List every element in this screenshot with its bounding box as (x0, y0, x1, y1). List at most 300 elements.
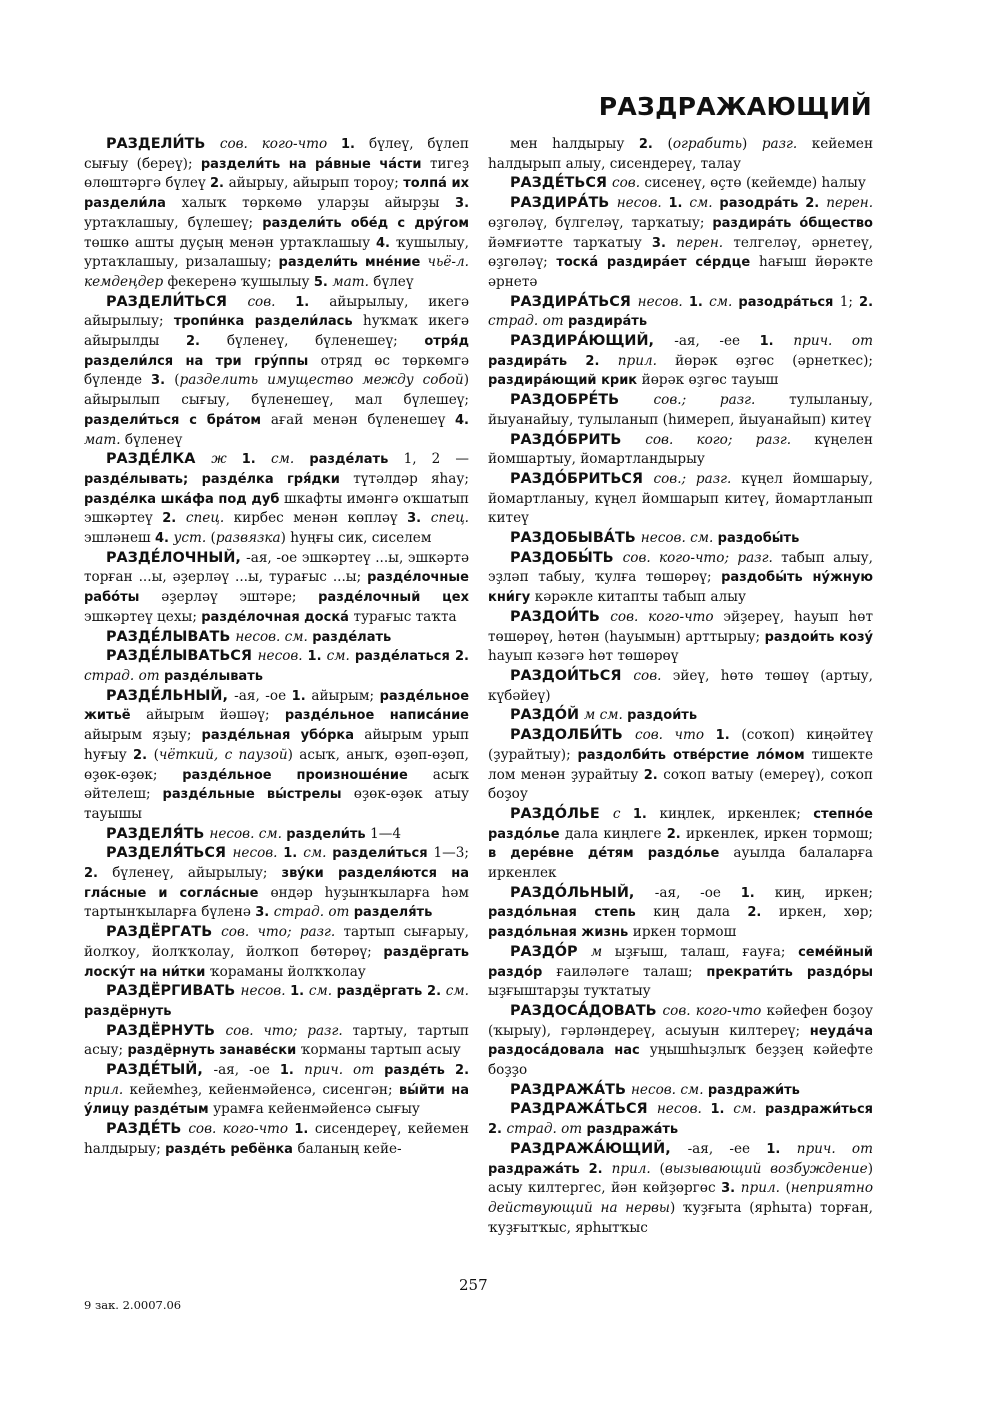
text-run: кейемен һалдырып алыу, сисендереү, талау (488, 136, 874, 172)
text-run: тартыу, тартып асыу; (84, 1022, 469, 1059)
bold-phrase: раздёрнуть занаве́ски (127, 1043, 301, 1059)
bold-phrase: разде́лывать (163, 668, 263, 684)
text-run: ) ҡуҙғыта (ярһыта) торған, ҡуҙғытҡыс, ярһытҡыс (488, 1199, 873, 1236)
bold-phrase: 1. (632, 806, 660, 822)
bold-phrase: разде́льное житьё (84, 688, 470, 724)
headword: РАЗДЁРГАТЬ (106, 924, 222, 941)
text-run: айырыу, айырып тороу; (228, 175, 404, 192)
headword: РАЗДЕ́ЛЫВАТЬ (106, 628, 236, 645)
italic-label: сов. (633, 667, 673, 684)
text-run: мен һалдырыу (510, 136, 639, 152)
bold-phrase: разде́ть 2. (384, 1063, 470, 1079)
text-run: ауылда балаларға иркенлек (488, 845, 873, 882)
bold-phrase: 2. (747, 905, 779, 921)
italic-label: см. (733, 1101, 765, 1118)
bold-phrase: 1. (241, 452, 272, 468)
text-run: бүлеү (373, 273, 414, 290)
italic-label: уст. (173, 530, 211, 547)
text-run: бүленеү (124, 431, 183, 448)
bold-phrase: 1. (688, 294, 710, 310)
headword: РАЗДЕ́ТЬСЯ (510, 175, 612, 192)
text-run: ағай менән бүленешеү (270, 411, 456, 428)
bold-phrase: 3. (651, 235, 677, 251)
dictionary-entry (488, 726, 873, 805)
text-run: ) асыу килтергес, йән көйҙөргөс (488, 1160, 873, 1197)
italic-label: см. (689, 195, 720, 212)
headword: РАЗДРАЖА́ТЬСЯ (510, 1101, 657, 1118)
dictionary-entry (488, 1081, 873, 1101)
text-run: ) асыҡ, аныҡ, өҙөп-өҙөп, өҙөк-өҙөк; (84, 746, 470, 783)
italic-label: несов. (240, 983, 291, 1000)
text-run: һуҡмаҡ икегә айырылды (84, 313, 470, 350)
italic-label: прич. от (796, 1140, 873, 1157)
text-run: айырым урып һуғыу (84, 727, 470, 763)
text-run: 1, 2 — (403, 451, 469, 468)
bold-phrase: 2. (859, 294, 874, 310)
italic-label: мат. (84, 431, 125, 448)
italic-label: см. (303, 845, 333, 862)
headword: РАЗДИРА́ТЬ (510, 195, 617, 212)
bold-phrase: 2. (84, 866, 113, 882)
dictionary-entry (488, 549, 873, 608)
text-run: айырым яҙыу; (84, 727, 202, 744)
italic-label: сов.; разг. (653, 470, 742, 487)
bold-phrase: разде́ть ребёнка (165, 1141, 298, 1157)
italic-label: развязка (215, 530, 281, 547)
headword: РАЗДОБРЕ́ТЬ (510, 392, 654, 409)
bold-phrase: раздели́ть на ра́вные ча́сти (200, 156, 430, 172)
italic-label: перен. (676, 234, 734, 251)
text-run: -ая, -ее (674, 333, 760, 350)
bold-phrase: разде́лочные рабо́ты (84, 570, 469, 606)
dictionary-entry (84, 1022, 469, 1061)
italic-label: страд. от (506, 1121, 587, 1138)
text-run: иркен, хөр; (778, 904, 873, 921)
text-run: киң, иркен; (774, 884, 874, 901)
bold-phrase: разделя́ть (353, 905, 433, 921)
bold-phrase: 1. (710, 1102, 734, 1118)
italic-label: см. (308, 983, 337, 1000)
headword: РАЗДОБЫ́ТЬ (510, 549, 623, 566)
bold-phrase: разодра́ться (738, 294, 840, 310)
right-column (488, 135, 873, 1238)
headword: РАЗДО́Р (510, 943, 591, 960)
text-run: кирбес менән көпләү (233, 510, 408, 527)
text-run: соҡоп ватыу (емереү), соҡоп боҙоу (488, 766, 873, 803)
dictionary-entry (488, 943, 873, 1002)
text-run: төшкө ашты дуҫың менән уртаҡлашыу (84, 234, 376, 251)
headword: РАЗДЁРНУТЬ (106, 1022, 226, 1039)
text-run: айырым йәшәү; (146, 707, 285, 724)
bold-phrase: 1. (295, 294, 330, 310)
text-run: ыҙғыш, талаш, ғауға; (614, 943, 799, 960)
bold-phrase: тропи́нка раздели́лась (173, 314, 364, 330)
text-run: -ая, -ое (234, 687, 292, 704)
bold-phrase: вы́йти на у́лицу разде́тым (84, 1082, 469, 1118)
bold-phrase: семе́йный раздо́р (488, 944, 873, 980)
text-run: -ая, -ое эшкәртеү ...ы, эшкәртә торған ...ы, әҙерләү ...ы, турағыс ...ы; (84, 549, 469, 586)
bold-phrase: неуда́ча раздоса́довала нас (488, 1023, 873, 1059)
italic-label: сов. (612, 175, 645, 192)
bold-phrase: 1. (740, 885, 775, 901)
dictionary-entry (488, 1100, 873, 1139)
text-run: ( (210, 530, 216, 547)
text-run: йәмғиәтте тарҡатыу (488, 234, 652, 251)
dictionary-entry (84, 825, 469, 845)
headword: РАЗДЕ́ТЫЙ, (106, 1062, 214, 1079)
text-run: айырым; (311, 687, 380, 704)
bold-phrase: разде́латься 2. (354, 649, 469, 665)
italic-label: несов. см. (235, 628, 313, 645)
italic-label: м см. (584, 707, 628, 724)
bold-phrase: раздели́ться (332, 846, 434, 862)
text-run: эшкәртеү цехы; (84, 608, 202, 625)
text-run: өндәр һуҙынҡыларға һәм тартынҡыларға бүленә (84, 884, 469, 921)
italic-label: прил. (740, 1180, 786, 1197)
text-run: айырылыу, икегә айырылыу; (84, 293, 469, 330)
bold-phrase: 2. (162, 511, 186, 527)
italic-label: сов. (247, 293, 296, 310)
bold-phrase: степно́е раздо́лье (488, 806, 874, 842)
text-run: ҡорманы тартып асыу (300, 1042, 461, 1059)
dictionary-entry (84, 687, 469, 825)
text-run: бүленеү, бүленешеү; (226, 333, 425, 350)
dictionary-entry (488, 667, 873, 706)
bold-phrase: прекрати́ть раздо́ры (706, 964, 873, 980)
text-run: ) (742, 136, 762, 152)
dictionary-entry (488, 608, 873, 667)
bold-phrase: 1. (283, 846, 304, 862)
bold-phrase: раздража́ть 2. (488, 1161, 612, 1177)
bold-phrase: 1. (715, 728, 742, 744)
italic-label: несов. (616, 195, 669, 212)
text-run: халыҡ төркөмө уларҙы айырҙы (181, 195, 456, 212)
bold-phrase: разде́лочный цех (318, 590, 469, 606)
dictionary-entry (488, 706, 873, 726)
bold-phrase: 1. (294, 1122, 315, 1138)
text-run: сисенеү, өҫтө (кейемде) һалыу (644, 175, 866, 192)
italic-label: страд. от (273, 904, 354, 921)
bold-phrase: 2. (133, 747, 154, 763)
text-run: күңелен йомшартыу, йомартландырыу (488, 431, 873, 468)
bold-phrase: разде́льное написа́ние (284, 708, 469, 724)
text-run: һағыш йөрәкте әрнетә (488, 254, 874, 290)
dictionary-entry (84, 549, 469, 628)
text-run: тартып сығарыу, йолҡоу, йолҡҡолау, йолҡоп бөтөрөү; (84, 924, 470, 960)
headword: РАЗДРАЖА́ТЬ (510, 1081, 631, 1098)
bold-phrase: раздели́ть обе́д с дру́гом (262, 215, 469, 231)
italic-label: вызывающий возбуждение (664, 1160, 868, 1177)
text-run: иркен тормош (632, 924, 737, 941)
bold-phrase: раздо́льная жизнь (488, 925, 633, 941)
text-run: әҙерләү эштәре; (161, 589, 319, 606)
text-run: эйеү, һөтө төшөү (артыу, күбәйеү) (488, 667, 873, 704)
italic-label: прич. от (304, 1062, 385, 1079)
headword: РАЗДЁРГИВАТЬ (106, 983, 241, 1000)
bold-phrase: 2. (185, 334, 227, 350)
text-run: кәйефен боҙоу (ҡырыу), гәрләндереү, асыуын килтереү; (488, 1002, 874, 1039)
text-run: -ая, -ее (687, 1140, 767, 1157)
text-run: ( (785, 1180, 791, 1197)
text-run: киң дала (653, 904, 748, 921)
text-run: ( (153, 746, 159, 763)
printer-sheet-mark: 9 зак. 2.0007.06 (84, 1298, 182, 1312)
italic-label: неприятно действующий на нервы (488, 1180, 874, 1216)
text-run: һауып кәзәгә һөт төшөрөү (488, 648, 679, 665)
headword: РАЗДЕЛЯ́ТЬ (106, 825, 210, 842)
dictionary-entry (488, 1002, 873, 1081)
dictionary-entry (84, 844, 469, 923)
text-run: табып алыу, эҙләп табыу, ҡулға төшөрөү; (488, 549, 873, 586)
bold-phrase: 2. (643, 767, 664, 783)
bold-phrase: 5. (313, 274, 333, 290)
bold-phrase: 1. (766, 1141, 797, 1157)
text-run: ҡораманы йолҡҡолау (209, 963, 366, 980)
dictionary-entry (488, 135, 873, 174)
headword: РАЗДЕЛИ́ТЬ (106, 136, 220, 152)
bold-phrase: раздобы́ть ну́жную кни́гу (488, 570, 873, 606)
italic-label: сов. что; разг. (225, 1022, 353, 1039)
bold-phrase: толпа́ их раздели́ла (84, 176, 469, 212)
italic-label: сов. кого; разг. (645, 431, 815, 448)
text-run: йөрәк өҙгөс (әрнеткес); (675, 352, 873, 369)
dictionary-entry (84, 450, 469, 549)
headword: РАЗДЕЛЯ́ТЬСЯ (106, 845, 233, 862)
bold-phrase: раздели́ть мне́ние (278, 255, 428, 271)
dictionary-entry (488, 391, 873, 430)
bold-phrase: 1. (759, 334, 794, 350)
italic-label: несов. (637, 293, 689, 310)
text-run: тишекте лом менән ҙурайтыу (488, 746, 873, 783)
bold-phrase: 4. (155, 531, 174, 547)
bold-phrase: разде́лка шка́фа под дуб (84, 491, 284, 507)
italic-label: прил. (84, 1081, 130, 1098)
bold-phrase: 2. (666, 826, 687, 842)
bold-phrase: раздражи́ться 2. (488, 1102, 874, 1138)
dictionary-entry (84, 647, 469, 686)
italic-label: несов. (232, 845, 284, 862)
bold-phrase: раздража́ть (586, 1122, 679, 1138)
bold-phrase: отря́д раздели́лся на три гру́ппы (84, 334, 469, 369)
text-run: бүлеү, бүлеп сығыу (береү); (84, 136, 469, 172)
italic-label: сов. кого-что (662, 1002, 767, 1019)
bold-phrase: 1. (668, 196, 690, 212)
italic-label: сов.; разг. (653, 392, 790, 409)
bold-phrase: 2. (210, 176, 229, 192)
bold-phrase: раздобы́ть (717, 531, 800, 547)
bold-phrase: разде́лывать; разде́лка гря́дки (84, 471, 354, 487)
text-run: өҙөк-өҙөк атыу тауышы (84, 786, 469, 822)
bold-phrase: 3. (407, 511, 431, 527)
bold-phrase: раздёргать лоску́т на ни́тки (84, 944, 469, 980)
italic-label: спец. (185, 510, 234, 527)
italic-label: сов. кого-что; разг. (622, 549, 782, 566)
headword: РАЗДОСА́ДОВАТЬ (510, 1002, 663, 1019)
text-run: кейемһеҙ, кейенмәйенсә, сисенгән; (129, 1081, 399, 1098)
bold-phrase: раздира́ть о́бщество (712, 215, 873, 231)
text-run: ғаиләләге талаш; (556, 963, 707, 980)
headword: РАЗДО́ЛЬНЫЙ, (510, 884, 655, 901)
dictionary-entry (84, 1120, 469, 1159)
bold-phrase: в дере́вне де́тям раздо́лье (488, 846, 734, 862)
bold-phrase: раздели́ть (286, 826, 371, 842)
bold-phrase: раздира́ть (567, 314, 648, 330)
text-run: урамға кейенмәйенсә сығыу (213, 1101, 420, 1118)
headword: РАЗДОБЫВА́ТЬ (510, 530, 641, 547)
text-run: асыҡ әйтелеш; (84, 766, 470, 803)
italic-label: прич. от (793, 333, 873, 350)
bold-phrase: раздолби́ть отве́рстие ло́мом (577, 747, 812, 763)
italic-label: сов. что (634, 727, 716, 744)
text-run: ыҙғыштарҙы туҡтатыу (488, 983, 651, 1000)
dictionary-entry (488, 470, 873, 529)
bold-phrase: раздира́ть 2. (488, 353, 618, 369)
text-run: (соҡоп) киңәйтеү (ҙурайтыу); (488, 727, 873, 763)
running-head: РАЗДРАЖАЮЩИЙ (598, 92, 872, 121)
italic-label: см. (271, 451, 310, 468)
dictionary-entry (488, 529, 873, 549)
text-run: -ая, -ое (654, 884, 741, 901)
bold-phrase: 3. (255, 905, 274, 921)
headword: РАЗДЕ́ЛКА (106, 451, 212, 468)
left-column (84, 135, 469, 1160)
bold-phrase: 4. (375, 235, 397, 251)
italic-label: несов. (257, 648, 308, 665)
dictionary-entry (84, 923, 469, 982)
dictionary-entry (84, 293, 469, 451)
text-run: дала киңлеге (565, 825, 667, 842)
bold-phrase: 4. (455, 412, 469, 428)
italic-label: см. (709, 293, 739, 310)
text-run: баланың кейе- (297, 1140, 402, 1157)
bold-phrase: раздражи́ть (707, 1082, 800, 1098)
bold-phrase: тоска́ раздира́ет се́рдце (556, 255, 759, 271)
headword: РАЗДИРА́ТЬСЯ (510, 293, 638, 310)
text-run: тигеҙ өлөштәргә бүлеү (84, 155, 469, 192)
italic-label: несов. см. (630, 1081, 708, 1098)
headword: РАЗДО́БРИТЬ (510, 431, 646, 448)
text-run: шкафты имәнгә оҡшатып эшкәртеү (84, 490, 469, 527)
text-run: бүленеү, айырылыу; (112, 865, 282, 882)
bold-phrase: разодра́ть 2. (719, 196, 827, 212)
bold-phrase: 3. (721, 1181, 741, 1197)
bold-phrase: разде́льные вы́стрелы (162, 787, 354, 803)
headword: РАЗДЕ́ЛЬНЫЙ, (106, 687, 235, 704)
italic-label: страд. от (488, 313, 568, 330)
bold-phrase: раздира́ющий крик (488, 373, 642, 389)
italic-label: страд. от (84, 667, 164, 684)
bold-phrase: 3. (151, 373, 175, 389)
bold-phrase: 3. (455, 196, 470, 212)
dictionary-entry (488, 293, 873, 332)
text-run: 1—4 (370, 825, 402, 842)
text-run: ) һуңғы сик, сиселем (280, 530, 432, 547)
text-run: ( (659, 1160, 665, 1177)
dictionary-entry (84, 1061, 469, 1120)
text-run: телгеләү, әрнетеү, өҙгөләү; (488, 234, 873, 271)
headword: РАЗДЕ́ЛОЧНЫЙ, (106, 549, 247, 566)
bold-phrase: 2. (638, 137, 668, 152)
text-run: уңышһыҙлыҡ беҙҙең кәйефте боҙҙо (488, 1042, 873, 1079)
bold-phrase: раздои́ть козу́ (764, 629, 873, 645)
italic-label: сов. кого-что (188, 1121, 295, 1138)
text-run: тулыланыу, йыуанайыу, тулыланып (һимереп, йыуанайып) китеү (488, 392, 873, 428)
italic-label: с (612, 805, 633, 822)
text-run: отряд өс төркөмгә бүленде (84, 352, 469, 389)
dictionary-entry (488, 884, 873, 943)
dictionary-entry (488, 332, 873, 391)
bold-phrase: разде́льная убо́рка (201, 728, 365, 744)
text-run: күңел йомшарыу, йомартланыу, күңел йомшарып китеү, йомартланып китеү (488, 470, 873, 527)
dictionary-entry (84, 135, 469, 293)
headword: РАЗДОИ́ТЬ (510, 608, 611, 625)
text-run: киңлек, иркенлек; (659, 805, 814, 822)
text-run: ( (174, 372, 180, 389)
bold-phrase: раздои́ть (627, 708, 698, 724)
italic-label: несов. см. (640, 530, 718, 547)
text-run: өҙгөләү, бүлгеләү, тарҡатыу; (488, 214, 713, 231)
italic-label: ограбить (672, 136, 743, 152)
text-run: 1—3; (433, 845, 470, 862)
text-run: йөрәк өҙгөс тауыш (641, 372, 779, 389)
text-run: ) айырылып сығыу, бүленешеү, мал бүлешеү; (84, 372, 470, 409)
dictionary-entry (488, 805, 873, 884)
italic-label: разделить имущество между собой (179, 372, 464, 389)
bold-phrase: разде́лочная доска́ (201, 609, 354, 625)
text-run: ( (667, 136, 673, 152)
text-run: фекеренә ҡушылыу (167, 273, 314, 290)
headword: РАЗДОЛБИ́ТЬ (510, 727, 635, 744)
headword: РАЗДРАЖА́ЮЩИЙ, (510, 1140, 688, 1157)
bold-phrase: 1. (291, 688, 312, 704)
bold-phrase: 1. (290, 984, 309, 1000)
italic-label: разг. (761, 136, 812, 152)
headword: РАЗДО́Й (510, 707, 585, 724)
italic-label: ж (211, 451, 242, 468)
italic-label: несов. см. (209, 825, 287, 842)
bold-phrase: разде́льное произноше́ние (182, 767, 433, 783)
text-run: түтәлдәр яһау; (353, 470, 469, 487)
page-number: 257 (459, 1276, 488, 1294)
dictionary-entry (488, 431, 873, 470)
headword: РАЗДЕЛИ́ТЬСЯ (106, 293, 248, 310)
headword: РАЗДО́ЛЬЕ (510, 805, 613, 822)
italic-label: см. (445, 983, 470, 1000)
bold-phrase: раздо́льная степь (488, 905, 654, 921)
headword: РАЗДЕ́ЛЫВАТЬСЯ (106, 648, 258, 665)
bold-phrase: 1. (307, 649, 327, 665)
italic-label: прил. (611, 1160, 660, 1177)
headword: РАЗДИРА́ЮЩИЙ, (510, 333, 675, 350)
text-run: ҡушылыу, уртаҡлашыу, ризалашыу; (84, 234, 469, 271)
dictionary-entry (488, 194, 873, 293)
text-run: -ая, -ое (213, 1062, 280, 1079)
italic-label: несов. (656, 1101, 711, 1118)
bold-phrase: раздёрнуть (84, 1003, 172, 1019)
text-run: кәрәкле китапты табып алыу (534, 589, 746, 606)
italic-label: сов. кого-что (610, 608, 724, 625)
italic-label: м (590, 943, 615, 960)
italic-label: сов. что; разг. (221, 924, 344, 941)
italic-label: см. (326, 648, 355, 665)
bold-phrase: 1. (279, 1063, 305, 1079)
bold-phrase: зву́ки разделя́ются на гла́сные и согла́сные (84, 866, 469, 901)
text-run: иркенлек, иркен тормош; (686, 825, 873, 842)
text-run: уртаҡлашыу, бүлешеү; (84, 214, 263, 231)
text-run: турағыс таҡта (353, 608, 457, 625)
bold-phrase: раздели́ться с бра́том (84, 412, 271, 428)
italic-label: прил. (617, 352, 676, 369)
